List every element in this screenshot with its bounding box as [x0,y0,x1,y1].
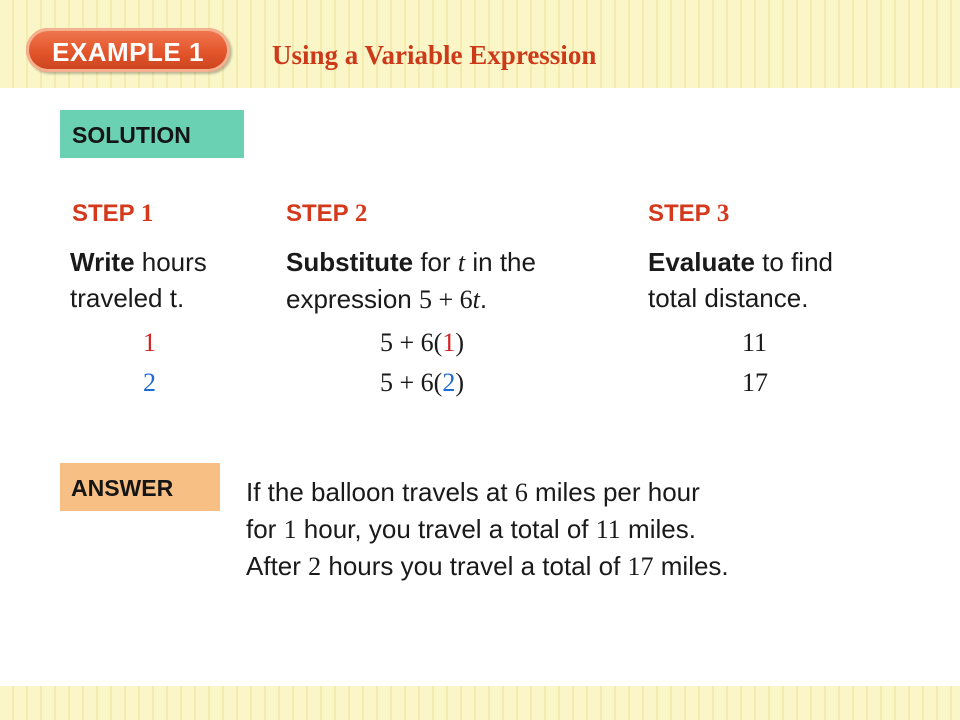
answer-line-1 [246,474,926,511]
example-badge [26,28,230,72]
step-2-row-1-prefix: 5 + 6( [380,328,443,357]
answer-line-2-b: hour, you travel a total of [296,514,596,544]
step-2-verb: Substitute [286,247,414,277]
answer-label-box [60,463,220,511]
step-2-line2: expression [286,284,419,314]
answer-line-2-c: miles. [620,514,696,544]
step-1-label: STEP [72,200,135,227]
step-1-variable: t [169,283,177,313]
step-3-line1-rest: to find [754,247,834,277]
step-1-heading [72,200,153,228]
page-title: Using a Variable Expression [272,40,597,70]
solution-label: SOLUTION [72,122,191,148]
step-2-row-1-suffix: ) [455,328,464,357]
step-3-heading [648,200,729,228]
step-2-row-2 [380,368,464,398]
step-2-row-2-suffix: ) [455,368,464,397]
answer-hours-1: 1 [283,515,297,544]
step-3-text [648,244,908,316]
step-2-row-1-value: 1 [442,328,456,357]
step-1-verb: Write [70,247,135,277]
answer-line-3-a: After [246,551,309,581]
step-2-text [286,244,616,318]
step-1-line1-rest: hours [134,247,207,277]
step-2-line2-end: . [479,284,488,314]
step-3-value-1: 11 [742,328,768,357]
step-1-number: 1 [140,200,154,227]
answer-text [246,474,926,585]
step-2-line1-b: in the [465,247,536,277]
step-1-value-1: 1 [143,328,156,357]
step-2-expression-prefix: 5 + 6 [418,285,473,314]
answer-line-1-b: miles per hour [527,477,700,507]
answer-hours-2: 2 [308,552,322,581]
step-3-value-2: 17 [742,368,768,397]
answer-line-3-c: miles. [653,551,729,581]
step-2-label: STEP [286,200,349,227]
step-2-variable: t [457,248,466,277]
step-2-row-2-prefix: 5 + 6( [380,368,443,397]
step-2-row-1 [380,328,464,358]
step-3-label: STEP [648,200,711,227]
step-1-text [70,244,270,316]
example-badge-label: EXAMPLE 1 [52,37,204,67]
step-1-line2: traveled [70,283,170,313]
answer-line-3-b: hours you travel a total of [321,551,628,581]
step-2-line1-a: for [413,247,458,277]
answer-line-2 [246,511,926,548]
step-1-value-2: 2 [143,368,156,397]
step-2-number: 2 [354,200,368,227]
step-2-heading [286,200,367,228]
step-3-verb: Evaluate [648,247,755,277]
solution-label-box [60,110,244,158]
answer-miles-2: 17 [627,552,654,581]
step-3-line2: total distance. [648,283,809,313]
step-2-row-2-value: 2 [442,368,456,397]
answer-speed: 6 [514,478,528,507]
answer-miles-1: 11 [595,515,621,544]
answer-line-3 [246,548,926,585]
step-3-number: 3 [716,200,730,227]
answer-line-1-a: If the balloon travels at [246,477,515,507]
answer-label: ANSWER [71,475,174,501]
step-1-line2-end: . [176,283,185,313]
answer-line-2-a: for [246,514,284,544]
footer-band [0,686,960,720]
step-2-expression-var: t [472,285,480,314]
